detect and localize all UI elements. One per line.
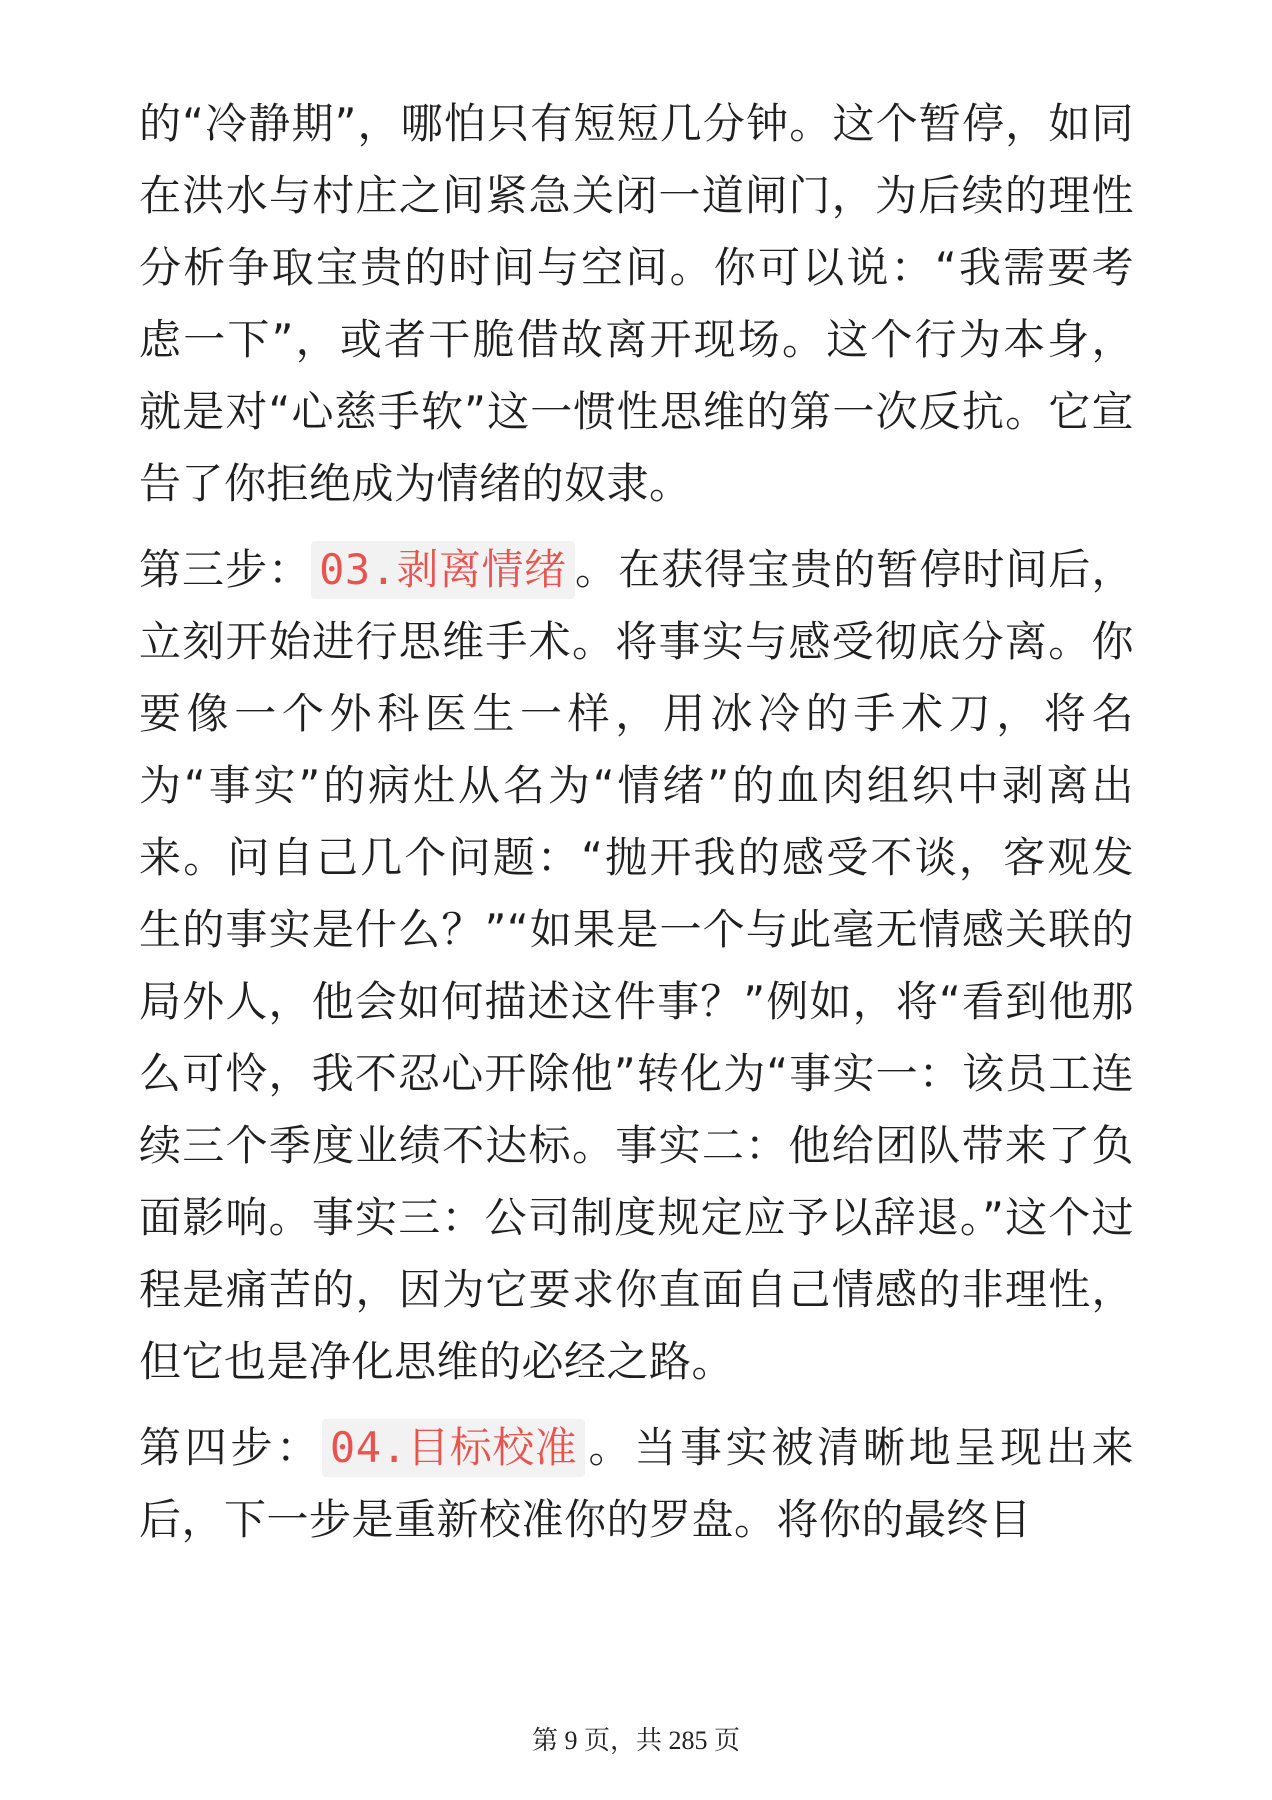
page-number-footer: 第 9 页，共 285 页 [531, 1726, 740, 1755]
paragraph-cooling-period: 的“冷静期”，哪怕只有短短几分钟。这个暂停，如同在洪水与村庄之间紧急关闭一道闸门，为后续的理性分析争取宝贵的时间与空间。你可以说：“我需要考虑一下”，或者干脆借故离开现场。这个行为本身，就是对“心慈手软”这一惯性思维的第一次反抗。它宣告了你拒绝成为情绪的奴隶。 [139, 99, 1134, 508]
paragraph-step-three [139, 534, 1134, 1398]
document-page [139, 88, 1134, 1570]
step-three-tag-text: 剥离情绪 [396, 545, 567, 594]
step-four-tag [322, 1419, 585, 1477]
step-three-tag [311, 541, 574, 599]
step-three-body: 。在获得宝贵的暂停时间后，立刻开始进行思维手术。将事实与感受彻底分离。你要像一个外科医生一样，用冰冷的手术刀，将名为“事实”的病灶从名为“情绪”的血肉组织中剥离出来。问自己几个问题：“抛开我的感受不谈，客观发生的事实是什么？”“如果是一个与此毫无情感关联的局外人，他会如何描述这件事？”例如，将“看到他那么可怜，我不忍心开除他”转化为“事实一：该员工连续三个季度业绩不达标。事实二：他给团队带来了负面影响。事实三：公司制度规定应予以辞退。”这个过程是痛苦的，因为它要求你直面自己情感的非理性，但它也是净化思维的必经之路。 [139, 545, 1134, 1386]
step-four-tag-number: 04. [329, 1423, 408, 1472]
step-four-tag-text: 目标校准 [407, 1423, 578, 1472]
step-three-prefix: 第三步： [139, 545, 312, 594]
step-three-tag-number: 03. [319, 545, 397, 594]
paragraph-step-four [139, 1412, 1134, 1556]
step-four-prefix: 第四步： [139, 1423, 322, 1472]
step-four-body: 。当事实被清晰地呈现出来后，下一步是重新校准你的罗盘。将你的最终目 [139, 1423, 1134, 1544]
